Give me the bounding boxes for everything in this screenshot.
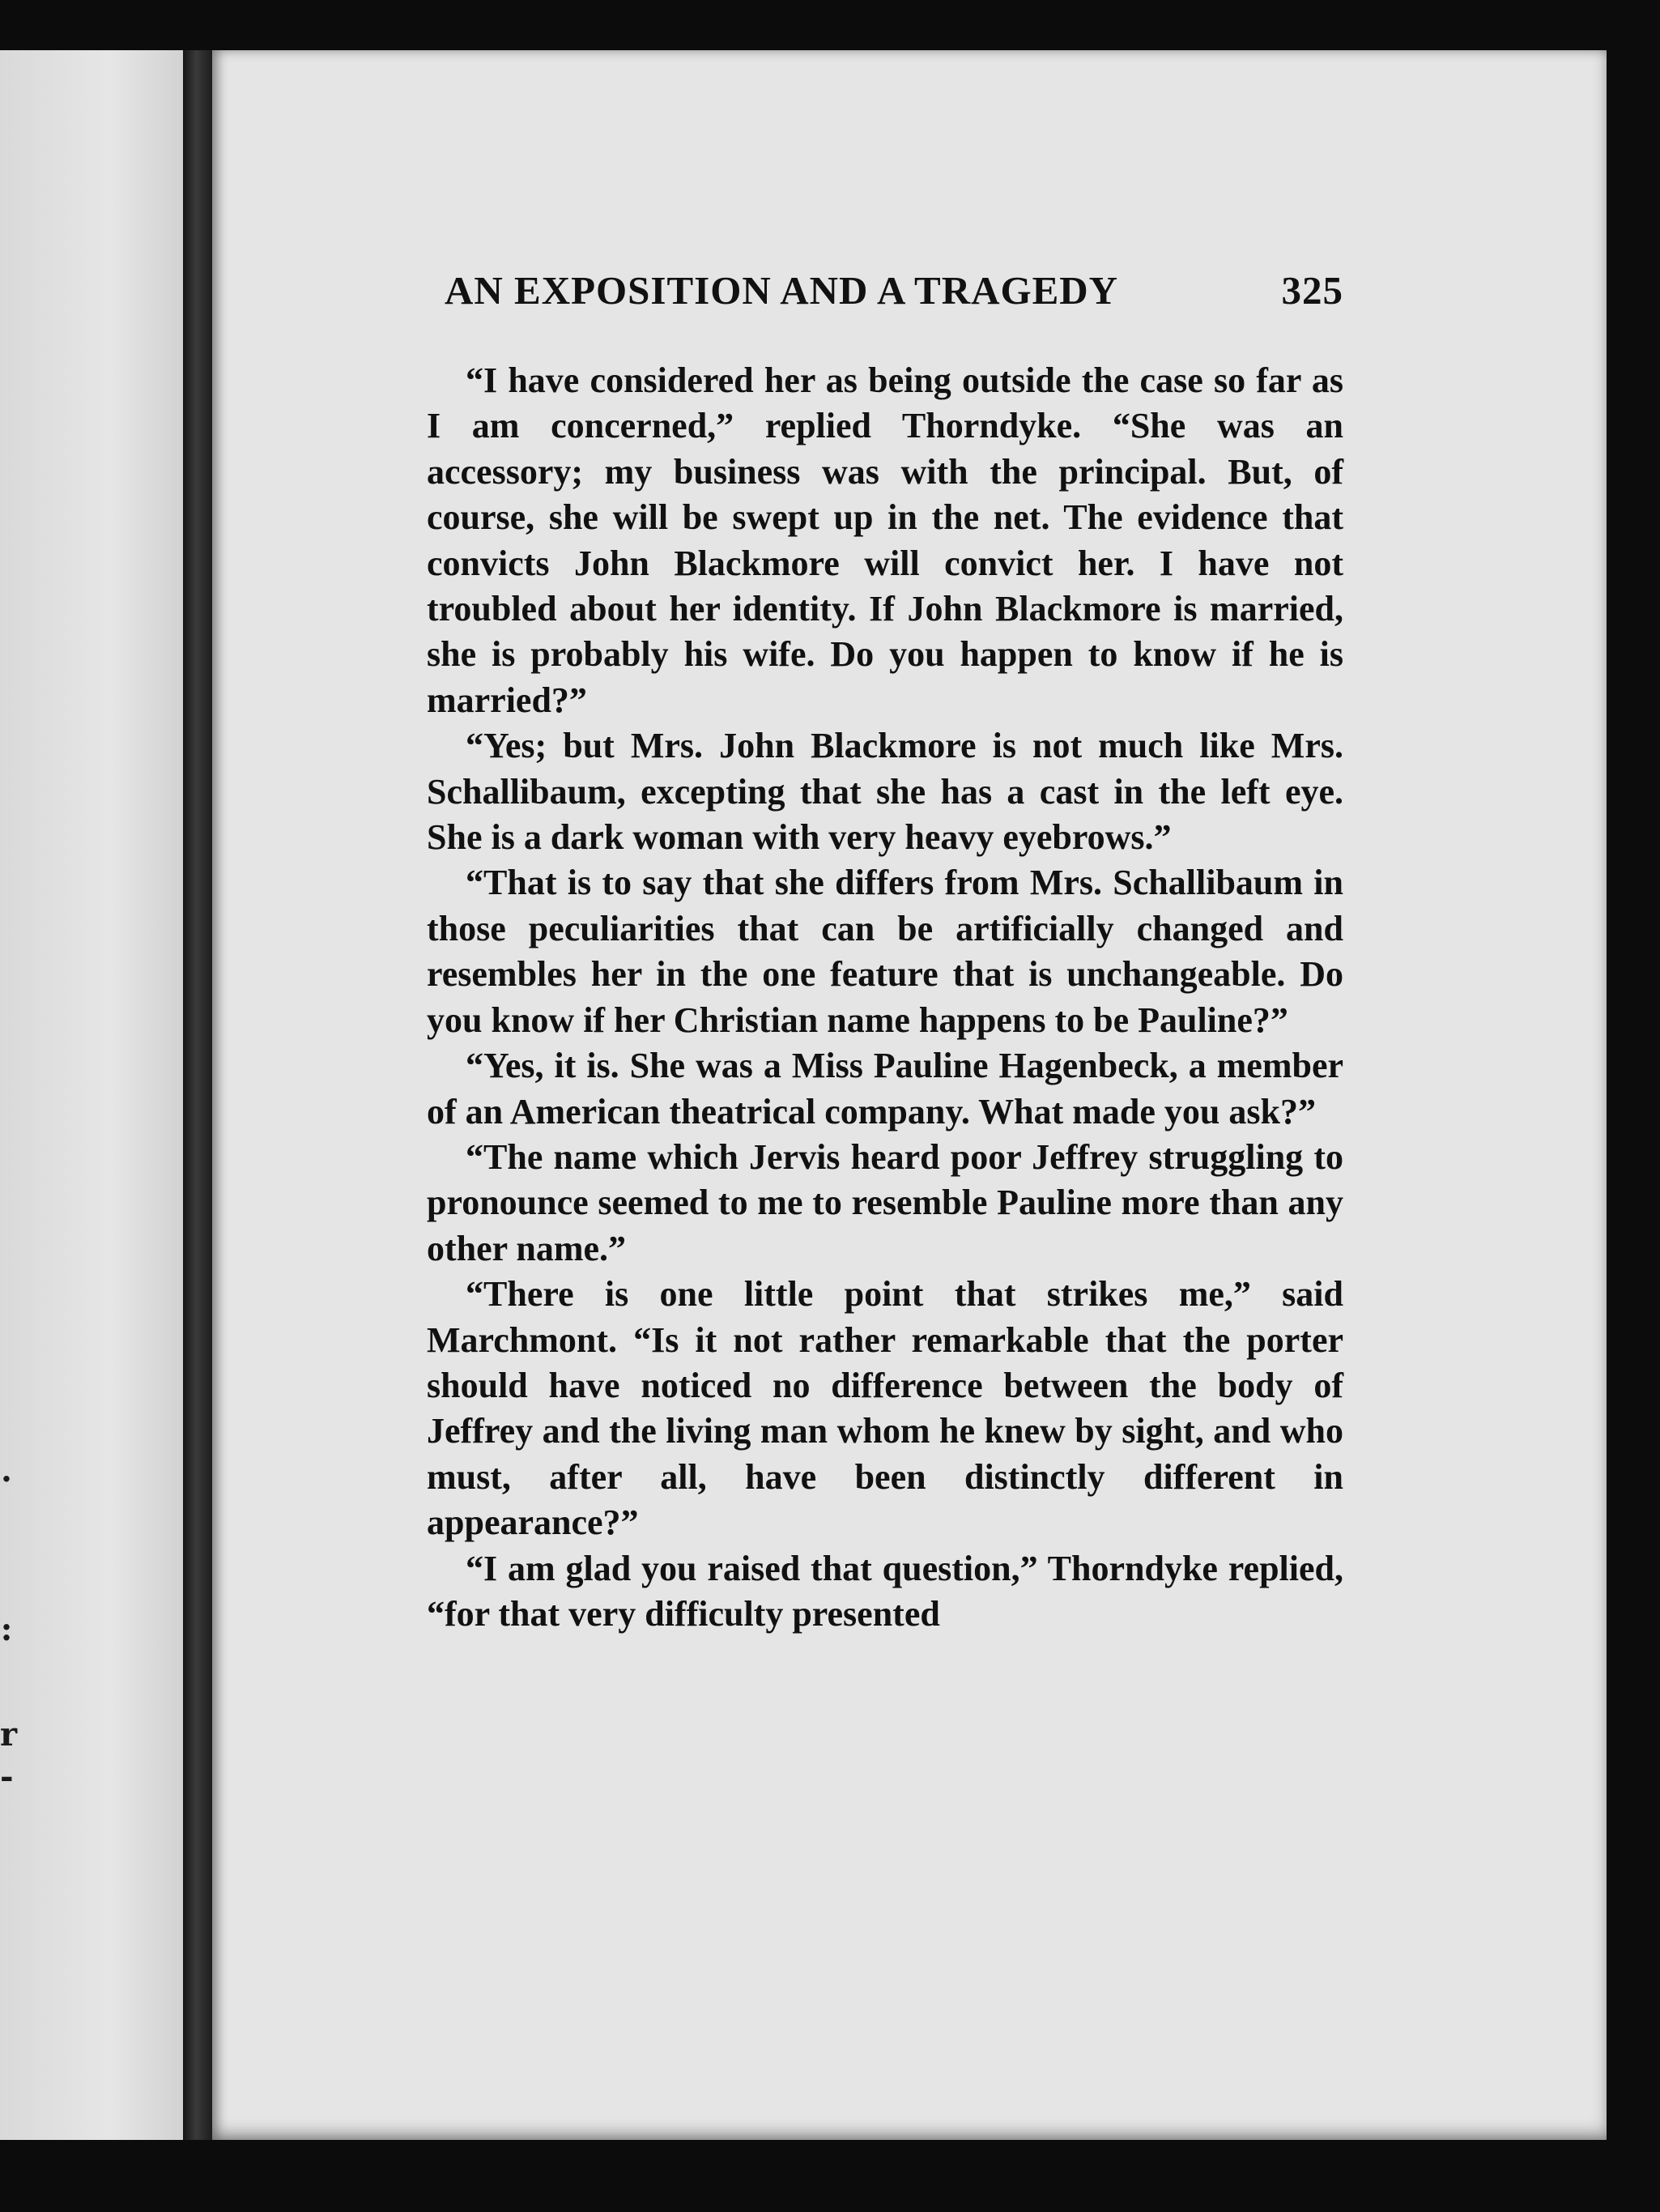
- body-text: [427, 358, 1343, 1637]
- left-page-edge: [0, 50, 183, 2140]
- edge-glyph: :: [0, 1610, 13, 1648]
- running-title: AN EXPOSITION AND A TRAGEDY: [445, 268, 1119, 313]
- page-edge-shadow: [1607, 50, 1660, 2140]
- paragraph: “Yes; but Mrs. John Blackmore is not much like Mrs. Schallibaum, excepting that she has a cast in the left eye. She is a dark woman with very heavy eyebrows.”: [427, 726, 1343, 858]
- book-gutter: [183, 50, 212, 2140]
- paragraph: “The name which Jervis heard poor Jeffrey struggling to pronounce seemed to me to resemble Pauline more than any other name.”: [427, 1136, 1343, 1268]
- edge-glyph: ·: [1, 1460, 12, 1498]
- paragraph: “Yes, it is. She was a Miss Pauline Hagenbeck, a member of an American theatrical company. What made you ask?”: [427, 1046, 1343, 1132]
- edge-glyph: -: [0, 1758, 14, 1796]
- paragraph: “I have considered her as being outside the case so far as I am concerned,” replied Thorndyke. “She was an accessory; my business was with the principal. But, of course, she will be swept up in the net. The evidence that convicts John Blackmore will convict her. I have not troubled about her identity. If John Blackmore is married, she is probably his wife. Do you happen to know if he is married?”: [427, 360, 1343, 720]
- page-number: 325: [1281, 268, 1343, 313]
- edge-glyph: r: [0, 1715, 18, 1754]
- paragraph: “I am glad you raised that question,” Thorndyke replied, “for that very difficulty presented: [427, 1548, 1343, 1634]
- running-header: [445, 266, 1343, 315]
- paragraph: “There is one little point that strikes me,” said Marchmont. “Is it not rather remarkable that the porter should have noticed no difference between the body of Jeffrey and the living man whom he knew by sight, and who must, after all, have been distinctly different in appearance?”: [427, 1274, 1343, 1543]
- paragraph: “That is to say that she differs from Mrs. Schallibaum in those peculiarities that can be artificially changed and resembles her in the one feature that is unchangeable. Do you know if her Christian name happens to be Pauline?”: [427, 863, 1343, 1040]
